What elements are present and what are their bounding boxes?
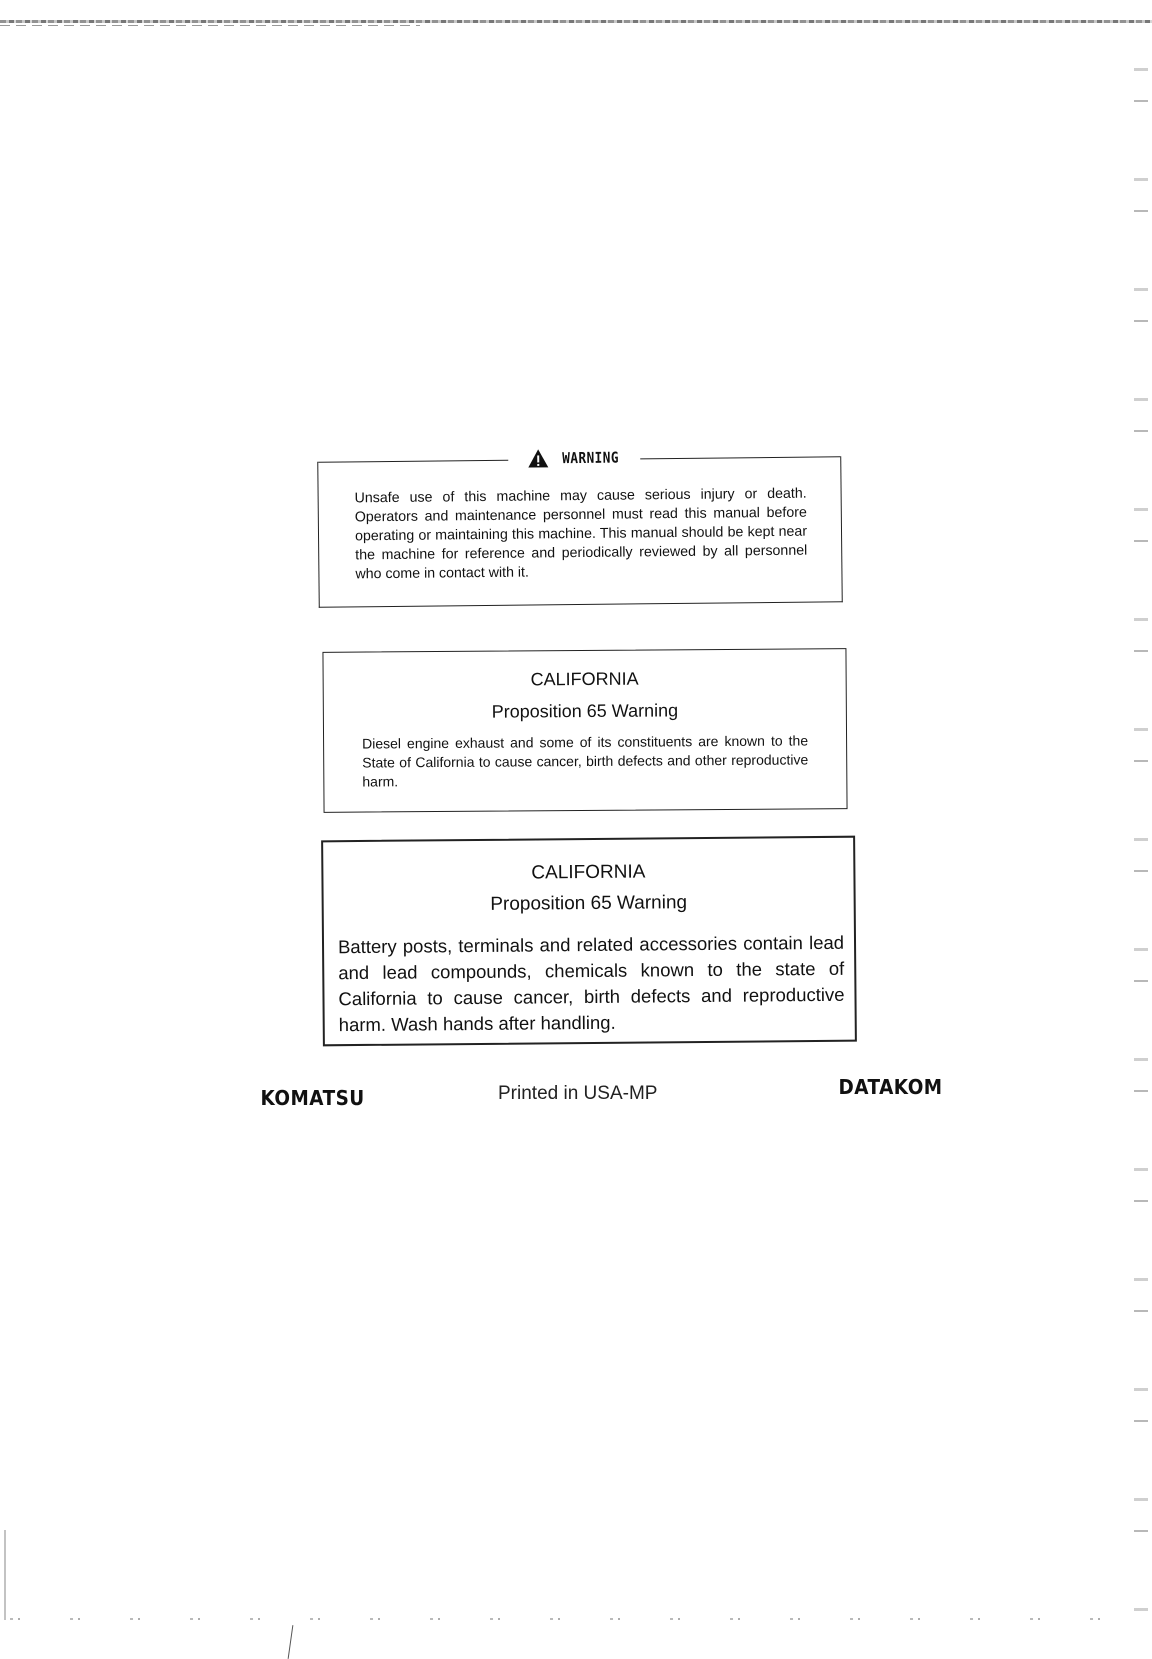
warning-rule-right [640, 456, 840, 459]
prop65-diesel-title: CALIFORNIA [530, 668, 639, 690]
scan-edge-top [0, 20, 1152, 23]
prop65-diesel-box [322, 648, 847, 813]
prop65-battery-body: Battery posts, terminals and related accessories contain lead and lead compounds, chemicals known to the state of California to cause cancer, birth defects and reproductive harm. Wash hands after handling. [337, 931, 845, 1036]
komatsu-logo: KOMATSU [260, 1086, 365, 1110]
warning-body: Unsafe use of this machine may cause serious injury or death. Operators and maintenance personnel must read this manual before operating or maintaining this machine. This manual should be kept near the machine for reference and periodically reviewed by all personnel who come in contact with it. [354, 485, 808, 583]
warning-rule-left [318, 460, 508, 463]
datakom-logo: DATAKOM [838, 1075, 943, 1099]
prop65-diesel-body: Diesel engine exhaust and some of its constituents are known to the State of California to cause cancer, birth defects and other reproductive harm. [362, 732, 809, 790]
warning-triangle-icon [527, 448, 549, 468]
scan-edge-bottom [10, 1618, 1140, 1620]
warning-box [317, 448, 843, 607]
scan-mark [288, 1625, 294, 1659]
scan-edge-right [1134, 30, 1148, 1630]
prop65-battery-subtitle: Proposition 65 Warning [490, 892, 688, 915]
prop65-battery-box [321, 836, 857, 1047]
scan-edge-left [4, 1530, 6, 1620]
printed-in-label: Printed in USA-MP [498, 1083, 658, 1104]
scan-edge-top-secondary [0, 25, 420, 26]
warning-header [508, 444, 642, 471]
warning-title: WARNING [561, 448, 619, 468]
prop65-diesel-subtitle: Proposition 65 Warning [491, 700, 679, 722]
prop65-battery-title: CALIFORNIA [531, 861, 646, 884]
